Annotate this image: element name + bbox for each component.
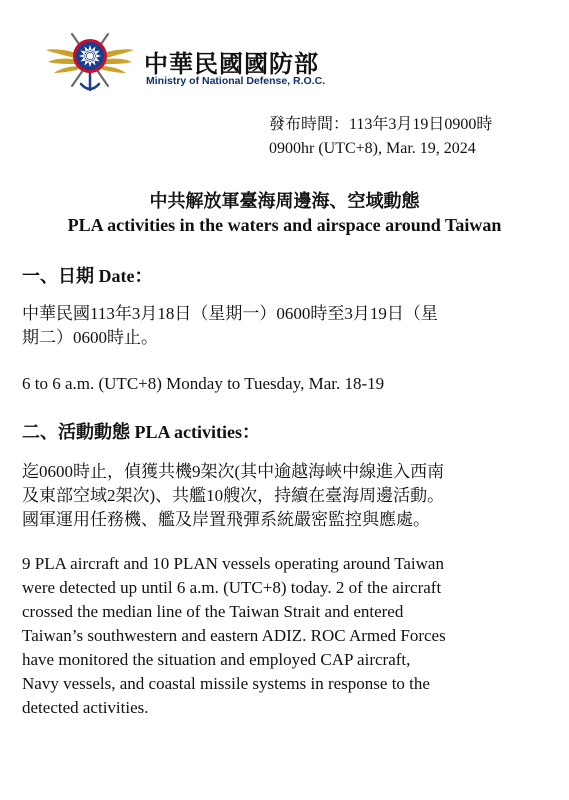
text-line: 國軍運用任務機、艦及岸置飛彈系統嚴密監控與應處。 <box>22 510 430 529</box>
text-line: crossed the median line of the Taiwan Strait and entered <box>22 602 404 621</box>
section-activities-heading: 二、活動動態 PLA activities： <box>22 422 260 442</box>
text-line: were detected up until 6 a.m. (UTC+8) today. 2 of the aircraft <box>22 578 442 597</box>
section-activities-zh <box>22 460 547 532</box>
text-line: detected activities. <box>22 698 149 717</box>
text-line: Navy vessels, and coastal missile systems in response to the <box>22 674 430 693</box>
section-date-en <box>22 372 547 396</box>
section-activities-en <box>22 552 547 720</box>
header <box>44 20 444 94</box>
release-time-en: 0900hr (UTC+8), Mar. 19, 2024 <box>269 140 476 157</box>
release-time <box>269 113 492 161</box>
title-zh: 中共解放軍臺海周邊海、空域動態 <box>149 191 420 211</box>
title-en: PLA activities in the waters and airspace around Taiwan <box>67 215 502 235</box>
org-name-zh: 中華民國國防部 <box>144 50 319 78</box>
section-date-zh <box>22 302 547 350</box>
mnd-emblem-icon <box>44 20 136 94</box>
text-line: 迄0600時止，偵獲共機9架次(其中逾越海峽中線進入西南 <box>22 462 445 481</box>
document-title <box>0 189 569 237</box>
text-line: 及東部空域2架次)、共艦10艘次，持續在臺海周邊活動。 <box>22 486 445 505</box>
text-line: 9 PLA aircraft and 10 PLAN vessels operating around Taiwan <box>22 554 444 573</box>
release-time-zh: 發布時間：113年3月19日0900時 <box>269 116 493 133</box>
text-line: have monitored the situation and employed CAP aircraft, <box>22 650 411 669</box>
section-date-heading: 一、日期 Date： <box>22 266 153 286</box>
org-name-en: Ministry of National Defense, R.O.C. <box>146 75 326 87</box>
text-line: Taiwan’s southwestern and eastern ADIZ. ROC Armed Forces <box>22 626 446 645</box>
text-line: 6 to 6 a.m. (UTC+8) Monday to Tuesday, Mar. 18-19 <box>22 374 385 393</box>
text-line: 期二）0600時止。 <box>22 328 158 347</box>
text-line: 中華民國113年3月18日（星期一）0600時至3月19日（星 <box>22 304 438 323</box>
